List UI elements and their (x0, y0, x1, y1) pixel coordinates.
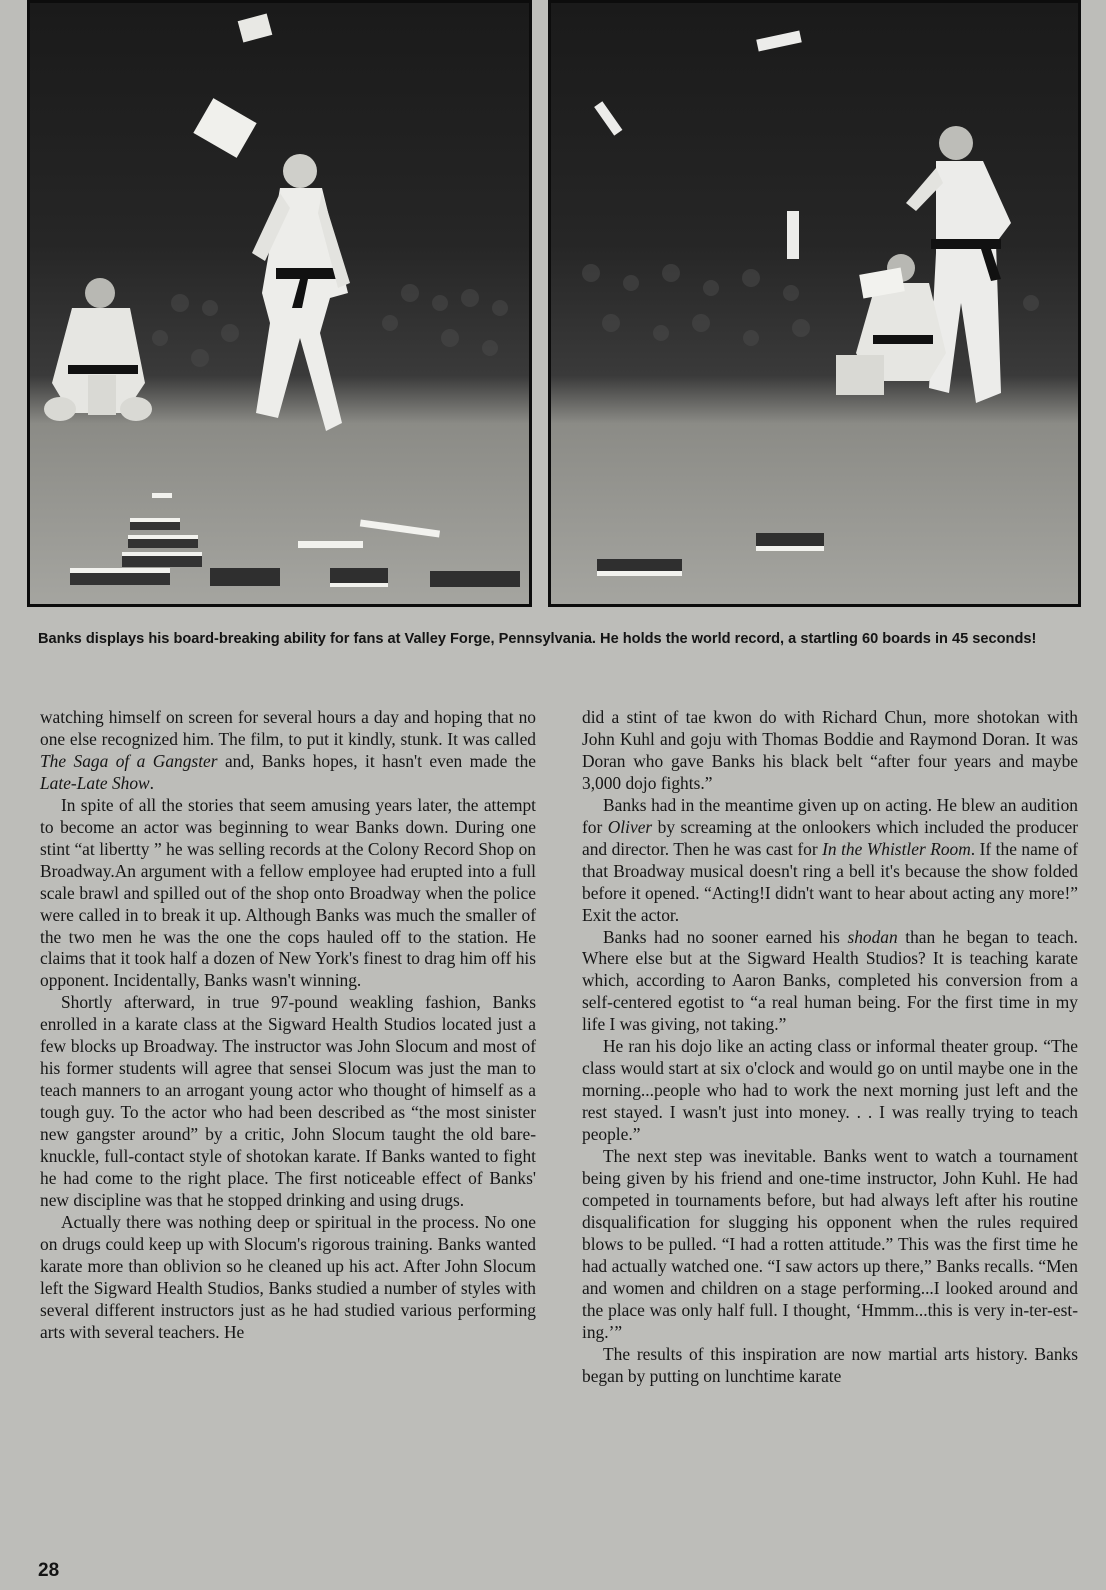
paragraph: He ran his dojo like an acting class or informal theater group. “The class would start at six o'clock and would go on until maybe one in the morning...people who had to work the next morning just left and the rest stayed. I wasn't just into money. . . I was really trying to teach people.” (582, 1036, 1078, 1145)
flying-board (594, 101, 622, 135)
photo-caption: Banks displays his board-breaking ability for fans at Valley Forge, Pennsylvania. He holds the world record, a startling 60 boards in 45 seconds! (38, 631, 1037, 647)
karateka-assistant (44, 278, 152, 421)
paragraph: In spite of all the stories that seem amusing years later, the attempt to become an actor was beginning to wear Banks down. During one stint “at libertty ” he was selling records at the Colony Record Shop on Broadway.An argument with a fellow employee had erupted into a full scale brawl and spilled out of the shop onto Broadway when the police were called in to break it up. Although Banks was much the smaller of the two men he was the one the cops hauled off to the station. He claims that it took half a dozen of New York's finest to drag him off his opponent. Incidentally, Banks wasn't winning. (40, 794, 536, 991)
paragraph: The next step was inevitable. Banks went to watch a tournament being given by his friend and one-time instructor, John Kuhl. He had competed in tournaments before, but had always left after his routine disqualification for slugging his opponent when the rules required blows to be pulled. “I had a rotten attitude.” This was the first time he had actually watched one. “I saw actors up there,” Banks recalls. “Men and women and children on a stage performing...I looked around and the place was only half full. I thought, ‘Hmmm...this is very in-ter-est-ing.’” (582, 1146, 1078, 1342)
karateka-main (252, 154, 350, 431)
paragraph: The results of this inspiration are now martial arts history. Banks began by putting on lunchtime karate (582, 1343, 1078, 1386)
karateka-assistant (836, 254, 946, 395)
photo-right-board-breaking (548, 0, 1081, 607)
text-run: by screaming at the onlookers which included the producer and director. Then he was cast for (582, 816, 1078, 859)
paragraph (40, 707, 536, 795)
article-column-right (582, 707, 1078, 1388)
page-number: 28 (38, 1560, 60, 1581)
text-run: . If the name of that Broadway musical doesn't ring a bell it's because the show folded before it opened. “Acting!I didn't want to hear about acting any more!” Exit the actor. (582, 838, 1079, 925)
text-run: Banks had no sooner earned his (603, 926, 848, 947)
text-run: . (149, 772, 155, 793)
paragraph: Actually there was nothing deep or spiritual in the process. No one on drugs could keep up with Slocum's rigorous training. Banks wanted karate more than oblivion so he cleaned up his act. After John Slocum left the Sigward Health Studios, Banks studied a number of styles with several different instructors just as he had studied various performing arts with several teachers. He (40, 1211, 536, 1342)
text-run: and, Banks hopes, it hasn't even made the (217, 750, 536, 771)
term-shodan: shodan (847, 926, 898, 947)
photo-right-illustration (551, 3, 1078, 604)
broken-boards (597, 533, 824, 576)
paragraph (582, 795, 1078, 927)
broken-boards (70, 493, 520, 587)
text-run: watching himself on screen for several hours a day and hoping that no one else recognized him. The film, to put it kindly, stunk. It was called (40, 707, 536, 749)
show-title: Oliver (607, 816, 653, 837)
flying-board (238, 13, 273, 42)
flying-board (193, 98, 256, 158)
flying-board (756, 31, 802, 52)
photo-left-illustration (30, 3, 529, 604)
paragraph (582, 927, 1078, 1037)
text-run: than he began to teach. Where else but at the Sigward Health Studios? It is teaching karate which, according to Aaron Banks, completed his conversion from a self-centered egotist to “a real human being. For the first time in my life I was giving, not taking.” (582, 926, 1078, 1035)
photo-left-board-breaking (27, 0, 532, 607)
text-run: Banks had in the meantime given up on acting. He blew an audition for (582, 794, 1078, 837)
show-title: Late-Late Show (40, 772, 150, 793)
paragraph: Shortly afterward, in true 97-pound weakling fashion, Banks enrolled in a karate class at the Sigward Health Studios located just a few blocks up Broadway. The instructor was John Slocum and most of his former students will agree that sensei Slocum was just the man to teach manners to an arrogant young actor who thought of himself as a tough guy. To the actor who had been described as “the most sinister new gangster around” by a critic, John Slocum taught the old bare-knuckle, full-contact style of shotokan karate. If Banks wanted to fight he had come to the right place. The first noticeable effect of Banks' new discipline was that he stopped drinking and using drugs. (40, 992, 536, 1210)
article-column-left (40, 707, 536, 1344)
flying-board (787, 211, 799, 259)
film-title: The Saga of a Gangster (40, 750, 218, 771)
paragraph: did a stint of tae kwon do with Richard Chun, more shotokan with John Kuhl and goju with Thomas Boddie and Raymond Doran. It was Doran who gave Banks his black belt “after four years and maybe 3,000 dojo fights.” (582, 707, 1078, 793)
show-title: In the Whistler Room (822, 838, 971, 859)
